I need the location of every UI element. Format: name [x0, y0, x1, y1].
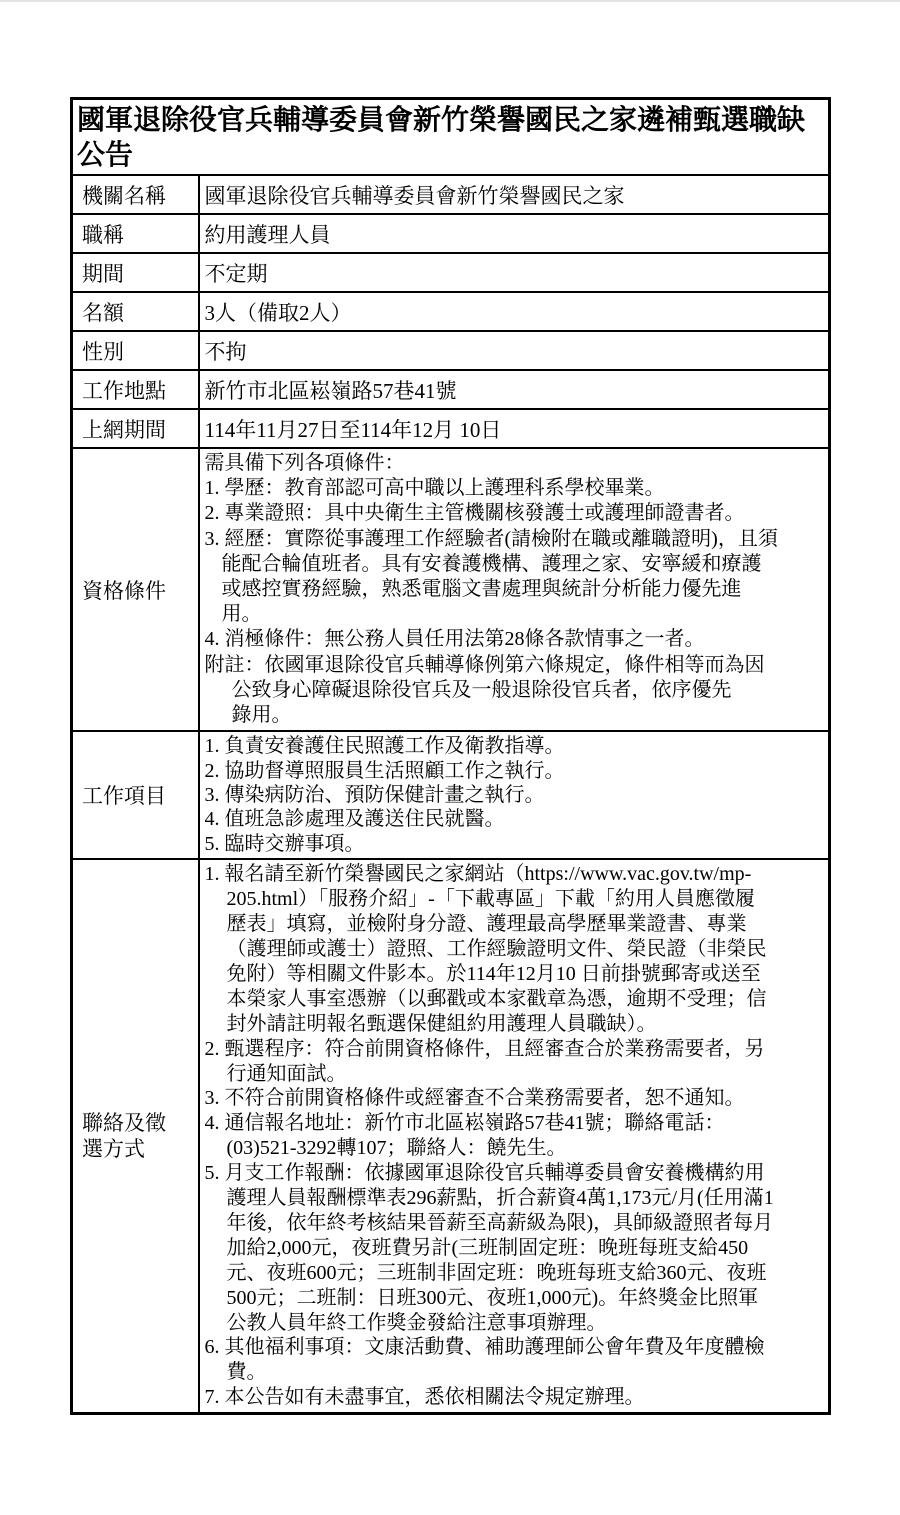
qualifications-line: 3. 經歷：實際從事護理工作經驗者(請檢附在職或離職證明)，且須 — [204, 527, 778, 550]
duties-line: 3. 傳染病防治、預防保健計畫之執行。 — [204, 784, 545, 807]
contact-label-line1: 聯絡及徵 — [82, 1111, 166, 1136]
field-value-quota: 3人（備取2人） — [199, 292, 830, 331]
field-value-location: 新竹市北區崧嶺路57巷41號 — [199, 370, 830, 409]
contact-line: (03)521-3292轉107；聯絡人：饒先生。 — [226, 1137, 567, 1160]
qualifications-label: 資格條件 — [72, 448, 199, 731]
qualifications-line: 錄用。 — [231, 704, 292, 727]
contact-line: 1. 報名請至新竹榮譽國民之家網站（https://www.vac.gov.tw/mp- — [204, 863, 752, 886]
duties-content — [199, 731, 830, 859]
duties-line: 2. 協助督導照服員生活照顧工作之執行。 — [204, 759, 565, 782]
contact-line: 6. 其他福利事項：文康活動費、補助護理師公會年費及年度體檢 — [204, 1336, 765, 1359]
contact-line: 加給2,000元，夜班費另計(三班制固定班：晚班每班支給450 — [226, 1236, 749, 1259]
contact-line: 行通知面試。 — [226, 1062, 347, 1085]
field-label-agency: 機關名稱 — [72, 175, 199, 214]
qualifications-content — [199, 448, 830, 731]
page-top-edge — [0, 0, 900, 2]
qualifications-line: 公致身心障礙退除役官兵及一般退除役官兵者，依序優先 — [231, 678, 732, 701]
field-label-gender: 性別 — [72, 331, 199, 370]
page-title — [72, 99, 830, 176]
field-value-job-title: 約用護理人員 — [199, 214, 830, 253]
duties-line: 5. 臨時交辦事項。 — [204, 832, 365, 855]
contact-line: 500元；二班制：日班300元、夜班1,000元)。年終獎金比照軍 — [226, 1286, 759, 1309]
contact-line: 7. 本公告如有未盡事宜，悉依相關法令規定辦理。 — [204, 1386, 645, 1409]
duties-line: 4. 值班急診處理及護送住民就醫。 — [204, 808, 505, 831]
contact-line: 公教人員年終工作獎金發給注意事項辦理。 — [226, 1311, 607, 1334]
row-qualifications — [72, 448, 830, 731]
contact-line: 5. 月支工作報酬：依據國軍退除役官兵輔導委員會安養機構約用 — [204, 1162, 765, 1185]
contact-line: 費。 — [226, 1361, 267, 1384]
row-agency — [72, 175, 830, 214]
row-contact — [72, 859, 830, 1413]
contact-line: 元、夜班600元；三班制非固定班：晚班每班支給360元、夜班 — [226, 1261, 767, 1284]
field-label-job-title: 職稱 — [72, 214, 199, 253]
field-label-quota: 名額 — [72, 292, 199, 331]
contact-line: 2. 甄選程序：符合前開資格條件，且經審查合於業務需要者，另 — [204, 1037, 765, 1060]
row-job-title — [72, 214, 830, 253]
row-gender — [72, 331, 830, 370]
field-value-period: 不定期 — [199, 253, 830, 292]
row-posting-period — [72, 409, 830, 448]
announcement-table — [70, 97, 831, 1415]
row-duties — [72, 731, 830, 859]
field-value-posting-period: 114年11月27日至114年12月 10日 — [199, 409, 830, 448]
contact-label-line2: 選方式 — [82, 1137, 145, 1162]
field-label-posting-period: 上網期間 — [72, 409, 199, 448]
contact-line: 封外請註明報名甄選保健組約用護理人員職缺）。 — [226, 1012, 657, 1035]
duties-label: 工作項目 — [72, 731, 199, 859]
row-period — [72, 253, 830, 292]
contact-line: 歷表」填寫，並檢附身分證、護理最高學歷畢業證書、專業 — [226, 913, 747, 936]
qualifications-line: 能配合輪值班者。具有安養護機構、護理之家、安寧緩和療護 — [221, 552, 762, 575]
qualifications-line: 1. 學歷：教育部認可高中職以上護理科系學校畢業。 — [204, 477, 665, 500]
title-row — [72, 99, 830, 176]
contact-line: 護理人員報酬標準表296薪點，折合薪資4萬1,173元/月(任用滿1 — [226, 1187, 774, 1210]
field-value-gender: 不拘 — [199, 331, 830, 370]
page-title-line2: 公告 — [77, 139, 134, 170]
contact-line: 4. 通信報名地址：新竹市北區崧嶺路57巷41號；聯絡電話： — [204, 1112, 725, 1135]
contact-label — [72, 859, 199, 1413]
contact-line: 免附）等相關文件影本。於114年12月10 日前掛號郵寄或送至 — [226, 962, 761, 985]
qualifications-line: 需具備下列各項條件： — [204, 452, 405, 474]
qualifications-line: 2. 專業證照：具中央衛生主管機關核發護士或護理師證書者。 — [204, 502, 745, 525]
contact-line: 205.html）「服務介紹」-「下載專區」下載「約用人員應徵履 — [226, 888, 755, 911]
contact-line: 年後，依年終考核結果晉薪至高薪級為限)，具師級證照者每月 — [226, 1211, 774, 1234]
field-label-period: 期間 — [72, 253, 199, 292]
row-quota — [72, 292, 830, 331]
field-label-location: 工作地點 — [72, 370, 199, 409]
contact-line: （護理師或護士）證照、工作經驗證明文件、榮民證（非榮民 — [226, 937, 767, 960]
page-title-line1: 國軍退除役官兵輔導委員會新竹榮譽國民之家遴補甄選職缺 — [77, 104, 806, 135]
qualifications-line: 用。 — [221, 603, 262, 626]
qualifications-line: 4. 消極條件：無公務人員任用法第28條各款情事之一者。 — [204, 628, 705, 651]
field-value-agency: 國軍退除役官兵輔導委員會新竹榮譽國民之家 — [199, 175, 830, 214]
row-location — [72, 370, 830, 409]
contact-content — [199, 859, 830, 1413]
contact-line: 3. 不符合前開資格條件或經審查不合業務需要者，恕不通知。 — [204, 1087, 745, 1110]
qualifications-line: 或感控實務經驗，熟悉電腦文書處理與統計分析能力優先進 — [221, 578, 742, 601]
duties-line: 1. 負責安養護住民照護工作及衛教指導。 — [204, 735, 565, 758]
qualifications-line: 附註：依國軍退除役官兵輔導條例第六條規定，條件相等而為因 — [204, 653, 765, 676]
contact-line: 本榮家人事室憑辦（以郵戳或本家戳章為憑，逾期不受理；信 — [226, 987, 767, 1010]
